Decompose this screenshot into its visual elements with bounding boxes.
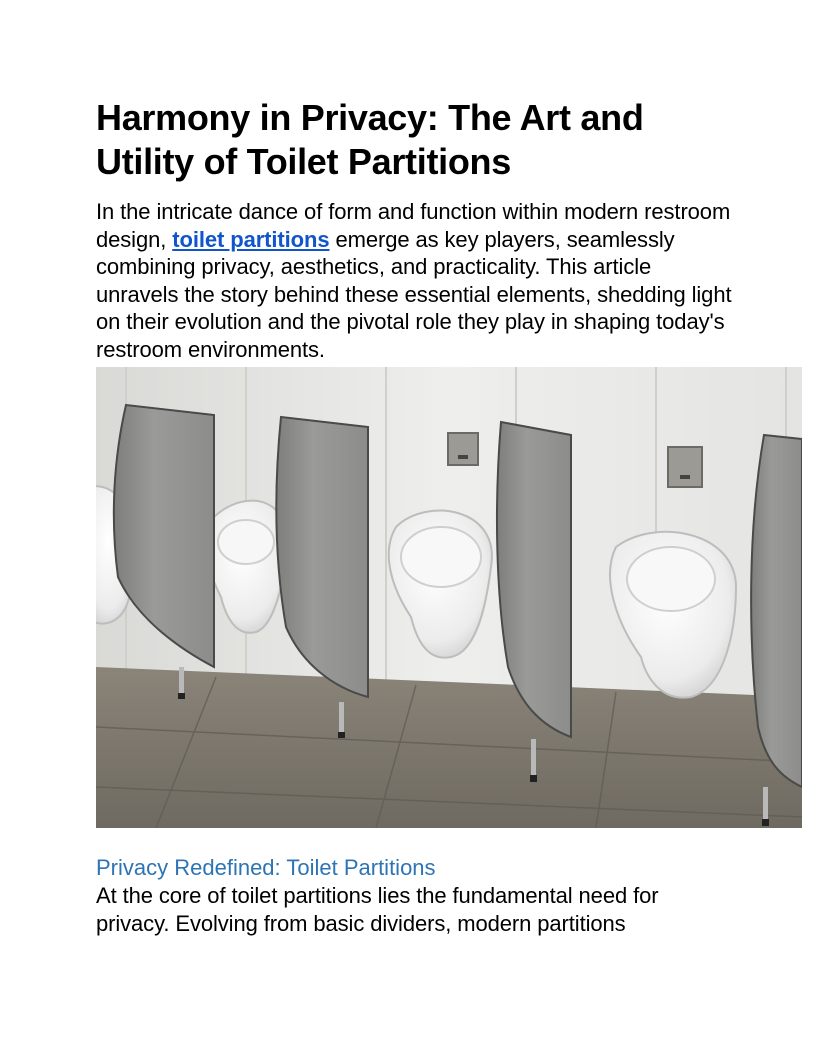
flush-plate-2 [668,447,702,487]
urinals-with-partitions-photo [96,367,802,828]
intro-text-after-link: emerge as key players, seamlessly combining privacy, aesthetics, and practicality. This article unravels the story behind these essential elements, shedding light on their evolution and the pivotal role they play in shaping today's restroom environments. [96,226,732,362]
toilet-partitions-link[interactable]: toilet partitions [172,226,330,252]
document-page [96,96,736,937]
flush-plate-1 [448,433,478,465]
intro-text-before-link: In the intricate dance of form and function within modern restroom design, [96,199,731,252]
intro-paragraph [96,198,736,363]
article-title: Harmony in Privacy: The Art and Utility of Toilet Partitions [96,97,644,182]
section-paragraph: At the core of toilet partitions lies the fundamental need for privacy. Evolving from basic dividers, modern partitions [96,883,659,936]
section-heading: Privacy Redefined: Toilet Partitions [96,855,436,880]
